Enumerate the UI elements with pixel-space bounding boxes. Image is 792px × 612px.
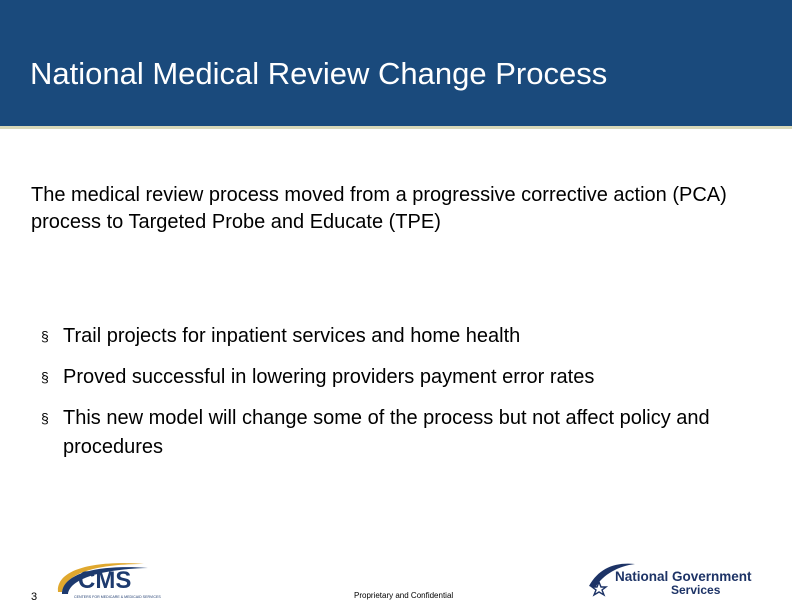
- cms-logo-text: CMS: [78, 567, 132, 594]
- ngs-logo-line2: Services: [671, 583, 721, 597]
- bullet-text: Proved successful in lowering providers payment error rates: [63, 366, 595, 388]
- cms-logo-tagline: CENTERS FOR MEDICARE & MEDICAID SERVICES: [74, 595, 161, 599]
- bullet-text: Trail projects for inpatient services and home health: [63, 325, 521, 347]
- bullet-item: [41, 404, 761, 462]
- cms-logo: [52, 556, 182, 606]
- bullet-text: This new model will change some of the process but not affect policy and procedures: [63, 407, 710, 458]
- page-number: 3: [31, 591, 38, 603]
- bullet-item: [41, 363, 761, 392]
- bullet-icon: §: [41, 328, 49, 344]
- intro-paragraph: The medical review process moved from a progressive corrective action (PCA) process to Targeted Probe and Educate (TPE): [31, 184, 727, 233]
- ngs-logo-line1: National Government: [615, 569, 752, 584]
- title-bar-divider: [0, 126, 792, 129]
- bullet-icon: §: [41, 410, 49, 426]
- ngs-logo: [585, 556, 792, 604]
- bullet-icon: §: [41, 369, 49, 385]
- slide-title: National Medical Review Change Process: [30, 56, 608, 91]
- confidential-notice: Proprietary and Confidential: [354, 591, 454, 600]
- bullet-item: [41, 322, 761, 351]
- bullet-list: [41, 322, 761, 474]
